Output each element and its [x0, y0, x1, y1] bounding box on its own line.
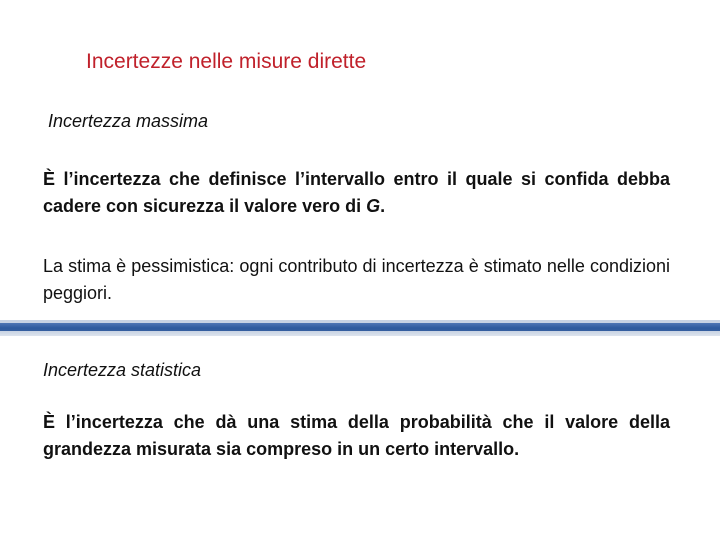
- paragraph-statistical-uncertainty-definition: È l’incertezza che dà una stima della probabilità che il valore della grandezza misurata sia compreso in un certo intervallo.: [43, 412, 670, 459]
- slide-title: Incertezze nelle misure dirette: [86, 50, 367, 73]
- paragraph-text: È l’incertezza che definisce l’intervallo entro il quale si confida debba cadere con sicurezza il valore vero di: [43, 169, 670, 216]
- paragraph-max-uncertainty-definition: [43, 166, 670, 220]
- paragraph-pessimistic-estimate: La stima è pessimistica: ogni contributo di incertezza è stimato nelle condizioni peggiori.: [43, 256, 670, 303]
- section-heading-max-uncertainty: Incertezza massima: [48, 111, 209, 131]
- section-divider: [0, 320, 720, 336]
- variable-g: G: [366, 196, 381, 216]
- paragraph-period: .: [380, 196, 386, 216]
- section-heading-statistical-uncertainty: Incertezza statistica: [43, 360, 202, 380]
